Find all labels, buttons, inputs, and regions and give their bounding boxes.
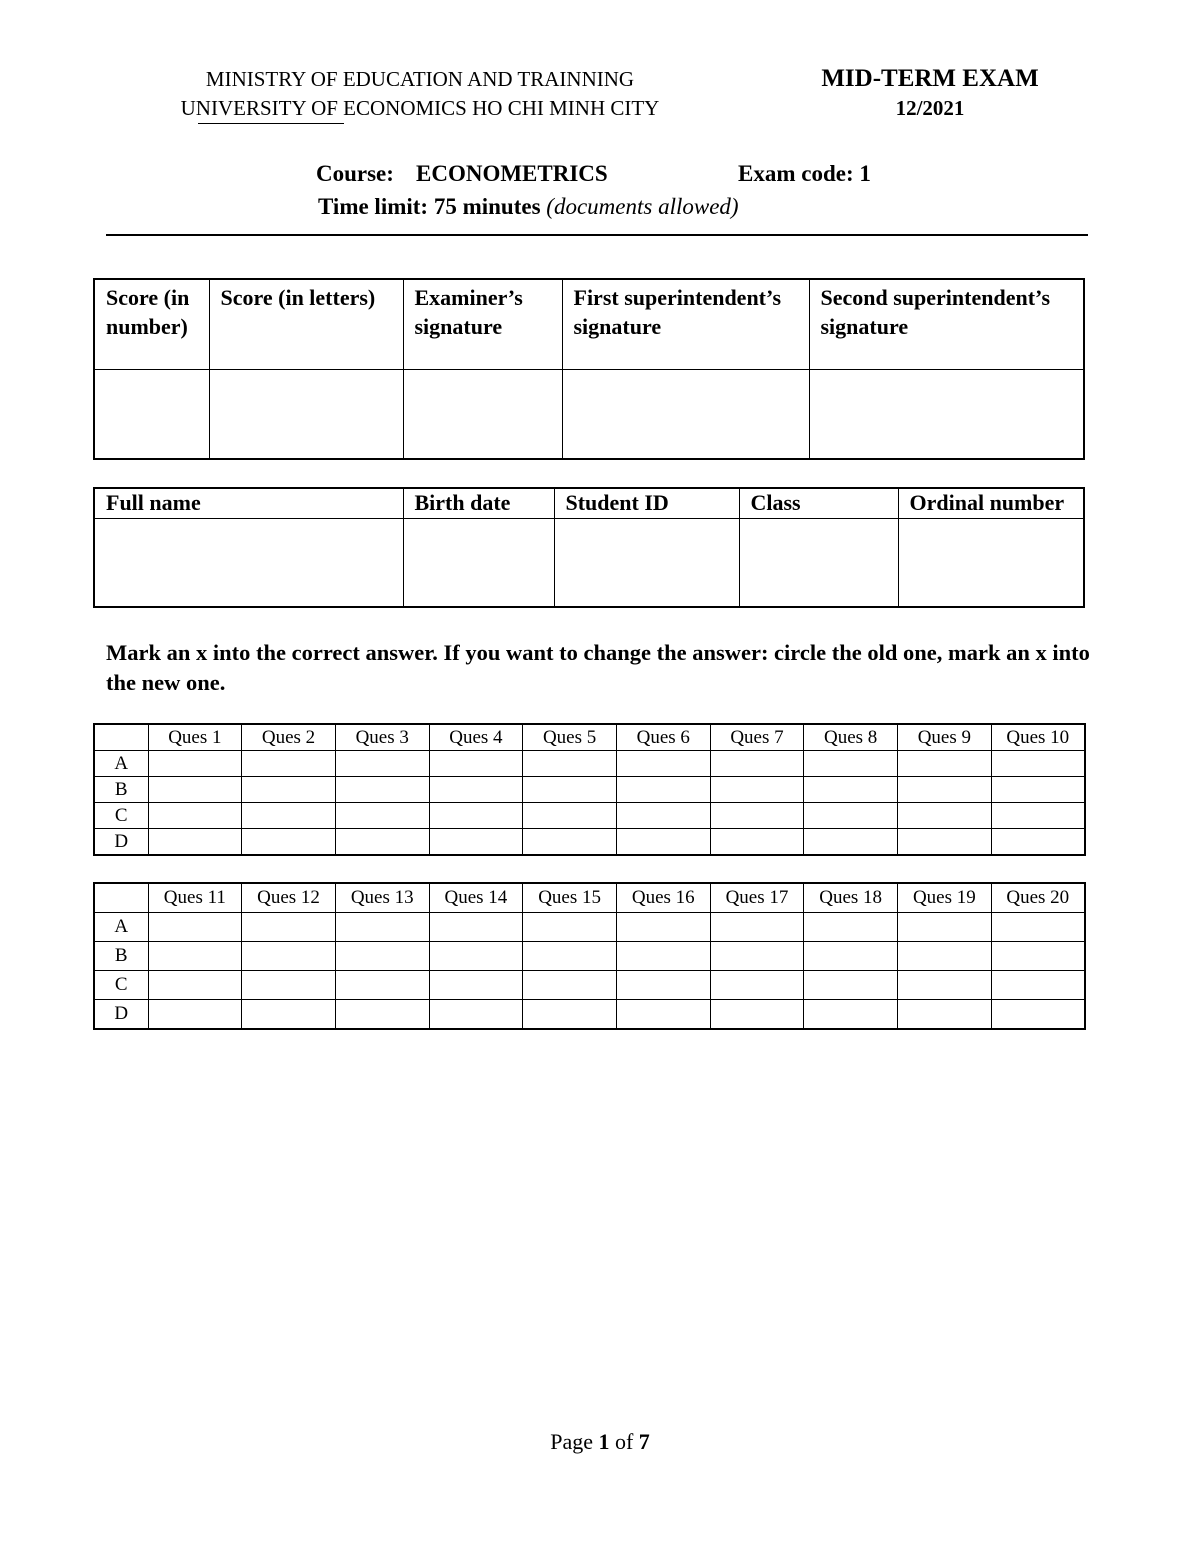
question-header: Ques 8: [804, 724, 898, 751]
answer-cell[interactable]: [804, 942, 898, 971]
answer-cell[interactable]: [710, 971, 804, 1000]
answer-cell[interactable]: [148, 751, 242, 777]
of-label: of: [614, 1429, 634, 1454]
answer-cell[interactable]: [616, 803, 710, 829]
ministry-name: MINISTRY OF EDUCATION AND TRAINNING: [205, 67, 635, 91]
answer-cell[interactable]: [616, 942, 710, 971]
first-superintendent-header: First superintendent’s signature: [562, 279, 809, 369]
answer-cell[interactable]: [429, 913, 523, 942]
answer-cell[interactable]: [898, 751, 992, 777]
answer-cell[interactable]: [898, 913, 992, 942]
full-name-cell[interactable]: [94, 518, 403, 607]
university-underline: [198, 123, 344, 124]
answer-cell[interactable]: [616, 829, 710, 856]
option-label: A: [94, 751, 148, 777]
examiner-signature-cell[interactable]: [403, 369, 562, 459]
answer-cell[interactable]: [148, 971, 242, 1000]
answer-cell[interactable]: [991, 971, 1085, 1000]
ordinal-number-header: Ordinal number: [898, 488, 1084, 518]
answer-cell[interactable]: [335, 803, 429, 829]
question-header: Ques 9: [898, 724, 992, 751]
second-superintendent-header: Second superintendent’s signature: [809, 279, 1084, 369]
question-header: Ques 2: [242, 724, 336, 751]
examiner-signature-header: Examiner’s signature: [403, 279, 562, 369]
answer-cell[interactable]: [991, 942, 1085, 971]
answer-cell[interactable]: [242, 829, 336, 856]
question-header: Ques 13: [335, 883, 429, 913]
question-header: Ques 17: [710, 883, 804, 913]
answer-grid-1: [93, 723, 1086, 856]
answer-cell[interactable]: [710, 803, 804, 829]
page-number: 1: [598, 1429, 610, 1454]
exam-date: 12/2021: [895, 96, 965, 120]
answer-cell[interactable]: [523, 942, 617, 971]
exam-title: MID-TERM EXAM: [821, 65, 1039, 92]
option-label: A: [94, 913, 148, 942]
answer-cell[interactable]: [804, 829, 898, 856]
question-header: Ques 20: [991, 883, 1085, 913]
answer-cell[interactable]: [898, 829, 992, 856]
answer-cell[interactable]: [710, 751, 804, 777]
question-header: Ques 12: [242, 883, 336, 913]
answer-cell[interactable]: [429, 971, 523, 1000]
option-label: D: [94, 1000, 148, 1030]
question-header: Ques 19: [898, 883, 992, 913]
answer-cell[interactable]: [804, 777, 898, 803]
answer-cell[interactable]: [898, 942, 992, 971]
question-header: Ques 16: [616, 883, 710, 913]
grid-corner: [94, 724, 148, 751]
answer-cell[interactable]: [710, 1000, 804, 1030]
question-header: Ques 18: [804, 883, 898, 913]
student-table: [93, 487, 1085, 608]
class-cell[interactable]: [739, 518, 898, 607]
question-header: Ques 11: [148, 883, 242, 913]
answer-cell[interactable]: [429, 1000, 523, 1030]
answer-cell[interactable]: [991, 803, 1085, 829]
answer-cell[interactable]: [335, 913, 429, 942]
instruction-text: Mark an x into the correct answer. If you want to change the answer: circle the old one, mark an x into the new one.: [106, 640, 1090, 695]
exam-code: Exam code: 1: [738, 161, 871, 186]
score-number-header: Score (in number): [94, 279, 209, 369]
answer-cell[interactable]: [429, 942, 523, 971]
answer-cell[interactable]: [148, 829, 242, 856]
answer-cell[interactable]: [242, 803, 336, 829]
answer-grid-2: [93, 882, 1086, 1030]
answer-cell[interactable]: [335, 971, 429, 1000]
university-name: UNIVERSITY OF ECONOMICS HO CHI MINH CITY: [180, 96, 660, 120]
answer-cell[interactable]: [523, 971, 617, 1000]
page-label: Page: [550, 1429, 593, 1454]
question-header: Ques 6: [616, 724, 710, 751]
answer-cell[interactable]: [898, 971, 992, 1000]
answer-cell[interactable]: [335, 777, 429, 803]
answer-cell[interactable]: [991, 913, 1085, 942]
answer-cell[interactable]: [616, 1000, 710, 1030]
answer-cell[interactable]: [335, 829, 429, 856]
answer-cell[interactable]: [616, 777, 710, 803]
answer-cell[interactable]: [242, 913, 336, 942]
answer-cell[interactable]: [523, 777, 617, 803]
answer-cell[interactable]: [148, 803, 242, 829]
second-superintendent-cell[interactable]: [809, 369, 1084, 459]
answer-cell[interactable]: [898, 1000, 992, 1030]
answer-cell[interactable]: [991, 1000, 1085, 1030]
class-header: Class: [739, 488, 898, 518]
answer-cell[interactable]: [710, 942, 804, 971]
answer-cell[interactable]: [804, 751, 898, 777]
answer-cell[interactable]: [242, 971, 336, 1000]
score-letters-header: Score (in letters): [209, 279, 403, 369]
course-label: Course:: [316, 161, 394, 186]
answer-cell[interactable]: [898, 777, 992, 803]
question-header: Ques 7: [710, 724, 804, 751]
answer-cell[interactable]: [148, 942, 242, 971]
total-pages: 7: [638, 1429, 650, 1454]
answer-cell[interactable]: [804, 803, 898, 829]
answer-cell[interactable]: [804, 1000, 898, 1030]
answer-cell[interactable]: [991, 829, 1085, 856]
question-header: Ques 10: [991, 724, 1085, 751]
score-letters-cell[interactable]: [209, 369, 403, 459]
option-label: D: [94, 829, 148, 856]
answer-cell[interactable]: [429, 777, 523, 803]
question-header: Ques 14: [429, 883, 523, 913]
option-label: B: [94, 942, 148, 971]
answer-cell[interactable]: [523, 1000, 617, 1030]
answer-cell[interactable]: [804, 913, 898, 942]
answer-cell[interactable]: [242, 1000, 336, 1030]
score-number-cell[interactable]: [94, 369, 209, 459]
option-label: C: [94, 803, 148, 829]
answer-cell[interactable]: [429, 751, 523, 777]
score-table: [93, 278, 1085, 460]
answer-cell[interactable]: [991, 751, 1085, 777]
answer-cell[interactable]: [616, 971, 710, 1000]
birth-date-header: Birth date: [403, 488, 554, 518]
option-label: B: [94, 777, 148, 803]
answer-cell[interactable]: [523, 829, 617, 856]
student-id-header: Student ID: [554, 488, 739, 518]
answer-cell[interactable]: [148, 913, 242, 942]
answer-cell[interactable]: [148, 777, 242, 803]
answer-cell[interactable]: [148, 1000, 242, 1030]
answer-cell[interactable]: [616, 913, 710, 942]
header-divider: [106, 234, 1088, 236]
grid-corner: [94, 883, 148, 913]
answer-cell[interactable]: [242, 751, 336, 777]
course-name: ECONOMETRICS: [416, 161, 608, 186]
answer-cell[interactable]: [616, 751, 710, 777]
answer-cell[interactable]: [523, 913, 617, 942]
answer-cell[interactable]: [898, 803, 992, 829]
answer-cell[interactable]: [523, 803, 617, 829]
answer-cell[interactable]: [242, 777, 336, 803]
answer-cell[interactable]: [335, 942, 429, 971]
page-footer: [0, 1429, 1200, 1455]
question-header: Ques 3: [335, 724, 429, 751]
answer-cell[interactable]: [242, 942, 336, 971]
answer-cell[interactable]: [335, 1000, 429, 1030]
full-name-header: Full name: [94, 488, 403, 518]
documents-note: (documents allowed): [546, 194, 739, 219]
answer-cell[interactable]: [710, 777, 804, 803]
answer-cell[interactable]: [710, 829, 804, 856]
question-header: Ques 5: [523, 724, 617, 751]
question-header: Ques 4: [429, 724, 523, 751]
student-id-cell[interactable]: [554, 518, 739, 607]
option-label: C: [94, 971, 148, 1000]
birth-date-cell[interactable]: [403, 518, 554, 607]
answer-cell[interactable]: [710, 913, 804, 942]
first-superintendent-cell[interactable]: [562, 369, 809, 459]
answer-cell[interactable]: [991, 777, 1085, 803]
question-header: Ques 1: [148, 724, 242, 751]
question-header: Ques 15: [523, 883, 617, 913]
time-limit: Time limit: 75 minutes: [318, 194, 541, 219]
answer-cell[interactable]: [335, 751, 429, 777]
ordinal-number-cell[interactable]: [898, 518, 1084, 607]
answer-cell[interactable]: [429, 803, 523, 829]
answer-cell[interactable]: [429, 829, 523, 856]
answer-cell[interactable]: [523, 751, 617, 777]
answer-cell[interactable]: [804, 971, 898, 1000]
time-limit-line: [318, 194, 739, 220]
